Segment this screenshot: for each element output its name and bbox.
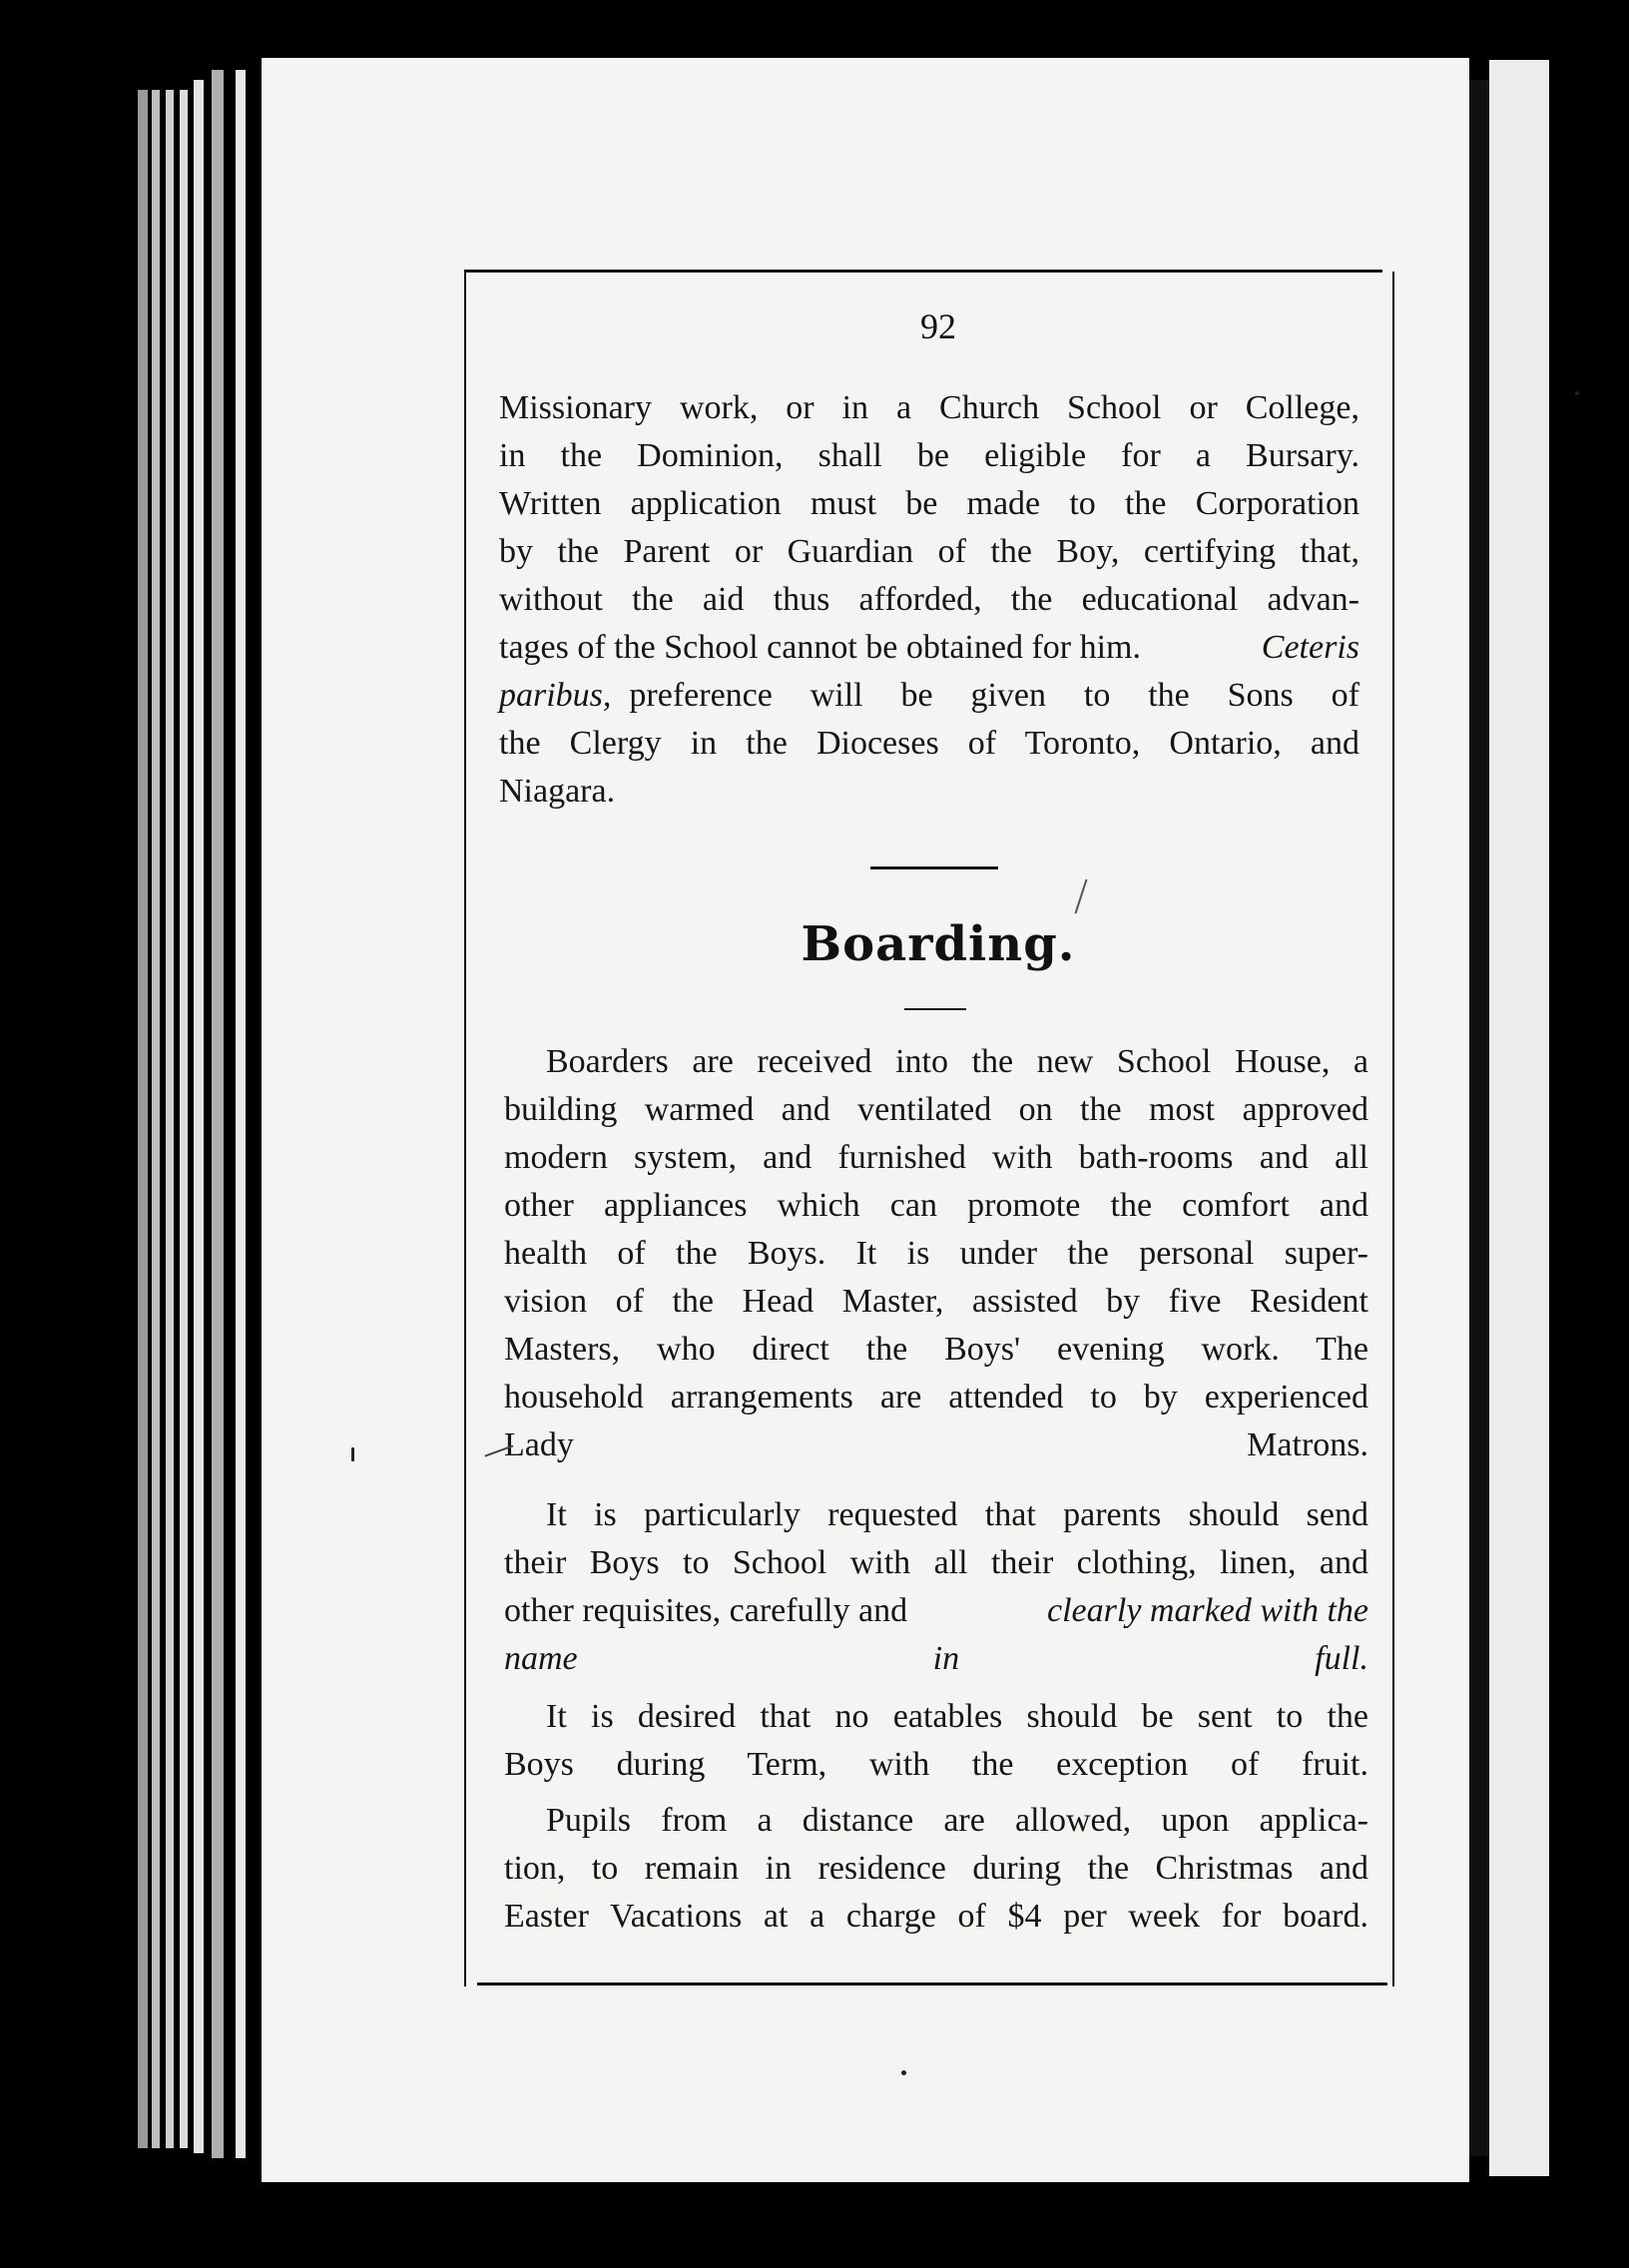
boarding-paragraph-1: [504, 1038, 1368, 1469]
text-line: Lady Matrons.: [504, 1426, 1368, 1463]
text-line: the Clergy in the Dioceses of Toronto, Ontario, and: [499, 725, 1359, 762]
page-number: 92: [920, 306, 956, 346]
text-line: Niagara.: [499, 773, 616, 810]
text-line: without the aid thus afforded, the educational advan-: [499, 581, 1359, 618]
text-line: health of the Boys. It is under the personal super-: [504, 1235, 1368, 1272]
text-line: vision of the Head Master, assisted by five Resident: [504, 1283, 1368, 1320]
bottom-rule: [477, 1983, 1387, 1985]
italic-text: paribus,: [499, 677, 612, 714]
text-line: tion, to remain in residence during the Christmas and: [504, 1850, 1368, 1887]
text-line: by the Parent or Guardian of the Boy, certifying that,: [499, 533, 1359, 570]
page-edge: [212, 70, 224, 2158]
scan-speck: [1575, 391, 1579, 395]
gutter-shadow: [1469, 80, 1489, 2156]
text-line: Masters, who direct the Boys' evening work. The: [504, 1331, 1368, 1368]
text-line: Missionary work, or in a Church School or College,: [499, 389, 1359, 426]
page-edge: [194, 80, 204, 2153]
page-edge: [180, 90, 188, 2148]
text-line: their Boys to School with all their clothing, linen, and: [504, 1544, 1368, 1581]
bursary-paragraph: [499, 384, 1359, 816]
scan-speck: [351, 1447, 354, 1461]
text-line: [504, 1635, 1368, 1683]
text-line: modern system, and furnished with bath-rooms and all: [504, 1139, 1368, 1176]
facing-page-edge: [1489, 60, 1549, 2176]
text-fragment: tages of the School cannot be obtained for him.: [499, 629, 1141, 666]
text-fragment: other requisites, carefully and: [504, 1592, 908, 1629]
text-line: [504, 1587, 1368, 1635]
text-line: household arrangements are attended to by experienced: [504, 1379, 1368, 1416]
text-line: [499, 624, 1359, 672]
text-line: Boarders are received into the new School House, a: [546, 1043, 1368, 1080]
section-divider: [870, 866, 998, 869]
page-edge: [166, 90, 174, 2148]
text-line: other appliances which can promote the comfort and: [504, 1187, 1368, 1224]
page-edge: [152, 90, 160, 2148]
scan-speck: [901, 2070, 906, 2075]
text-line: Pupils from a distance are allowed, upon applica-: [546, 1802, 1368, 1839]
page-edge: [138, 90, 148, 2148]
section-heading: Boarding.: [801, 916, 1076, 972]
text-line: Easter Vacations at a charge of $4 per week for board.: [504, 1898, 1368, 1935]
italic-text: clearly marked with the: [1047, 1592, 1368, 1629]
text-fragment: preference will be given to the Sons of: [629, 677, 1359, 714]
italic-text: name in full.: [504, 1640, 1368, 1677]
text-line: It is particularly requested that parents should send: [546, 1496, 1368, 1533]
boarding-paragraph-3: [504, 1693, 1368, 1789]
text-line: Boys during Term, with the exception of fruit.: [504, 1746, 1368, 1783]
text-line: [499, 672, 1359, 720]
italic-text: Ceteris: [1261, 629, 1359, 666]
text-line: Written application must be made to the Corporation: [499, 485, 1359, 522]
heading-underline: [904, 1008, 966, 1010]
page-edge: [236, 70, 246, 2158]
text-line: It is desired that no eatables should be sent to the: [546, 1698, 1368, 1735]
boarding-paragraph-2: [504, 1491, 1368, 1683]
text-line: building warmed and ventilated on the most approved: [504, 1091, 1368, 1128]
boarding-paragraph-4: [504, 1797, 1368, 1941]
text-line: in the Dominion, shall be eligible for a Bursary.: [499, 437, 1359, 474]
